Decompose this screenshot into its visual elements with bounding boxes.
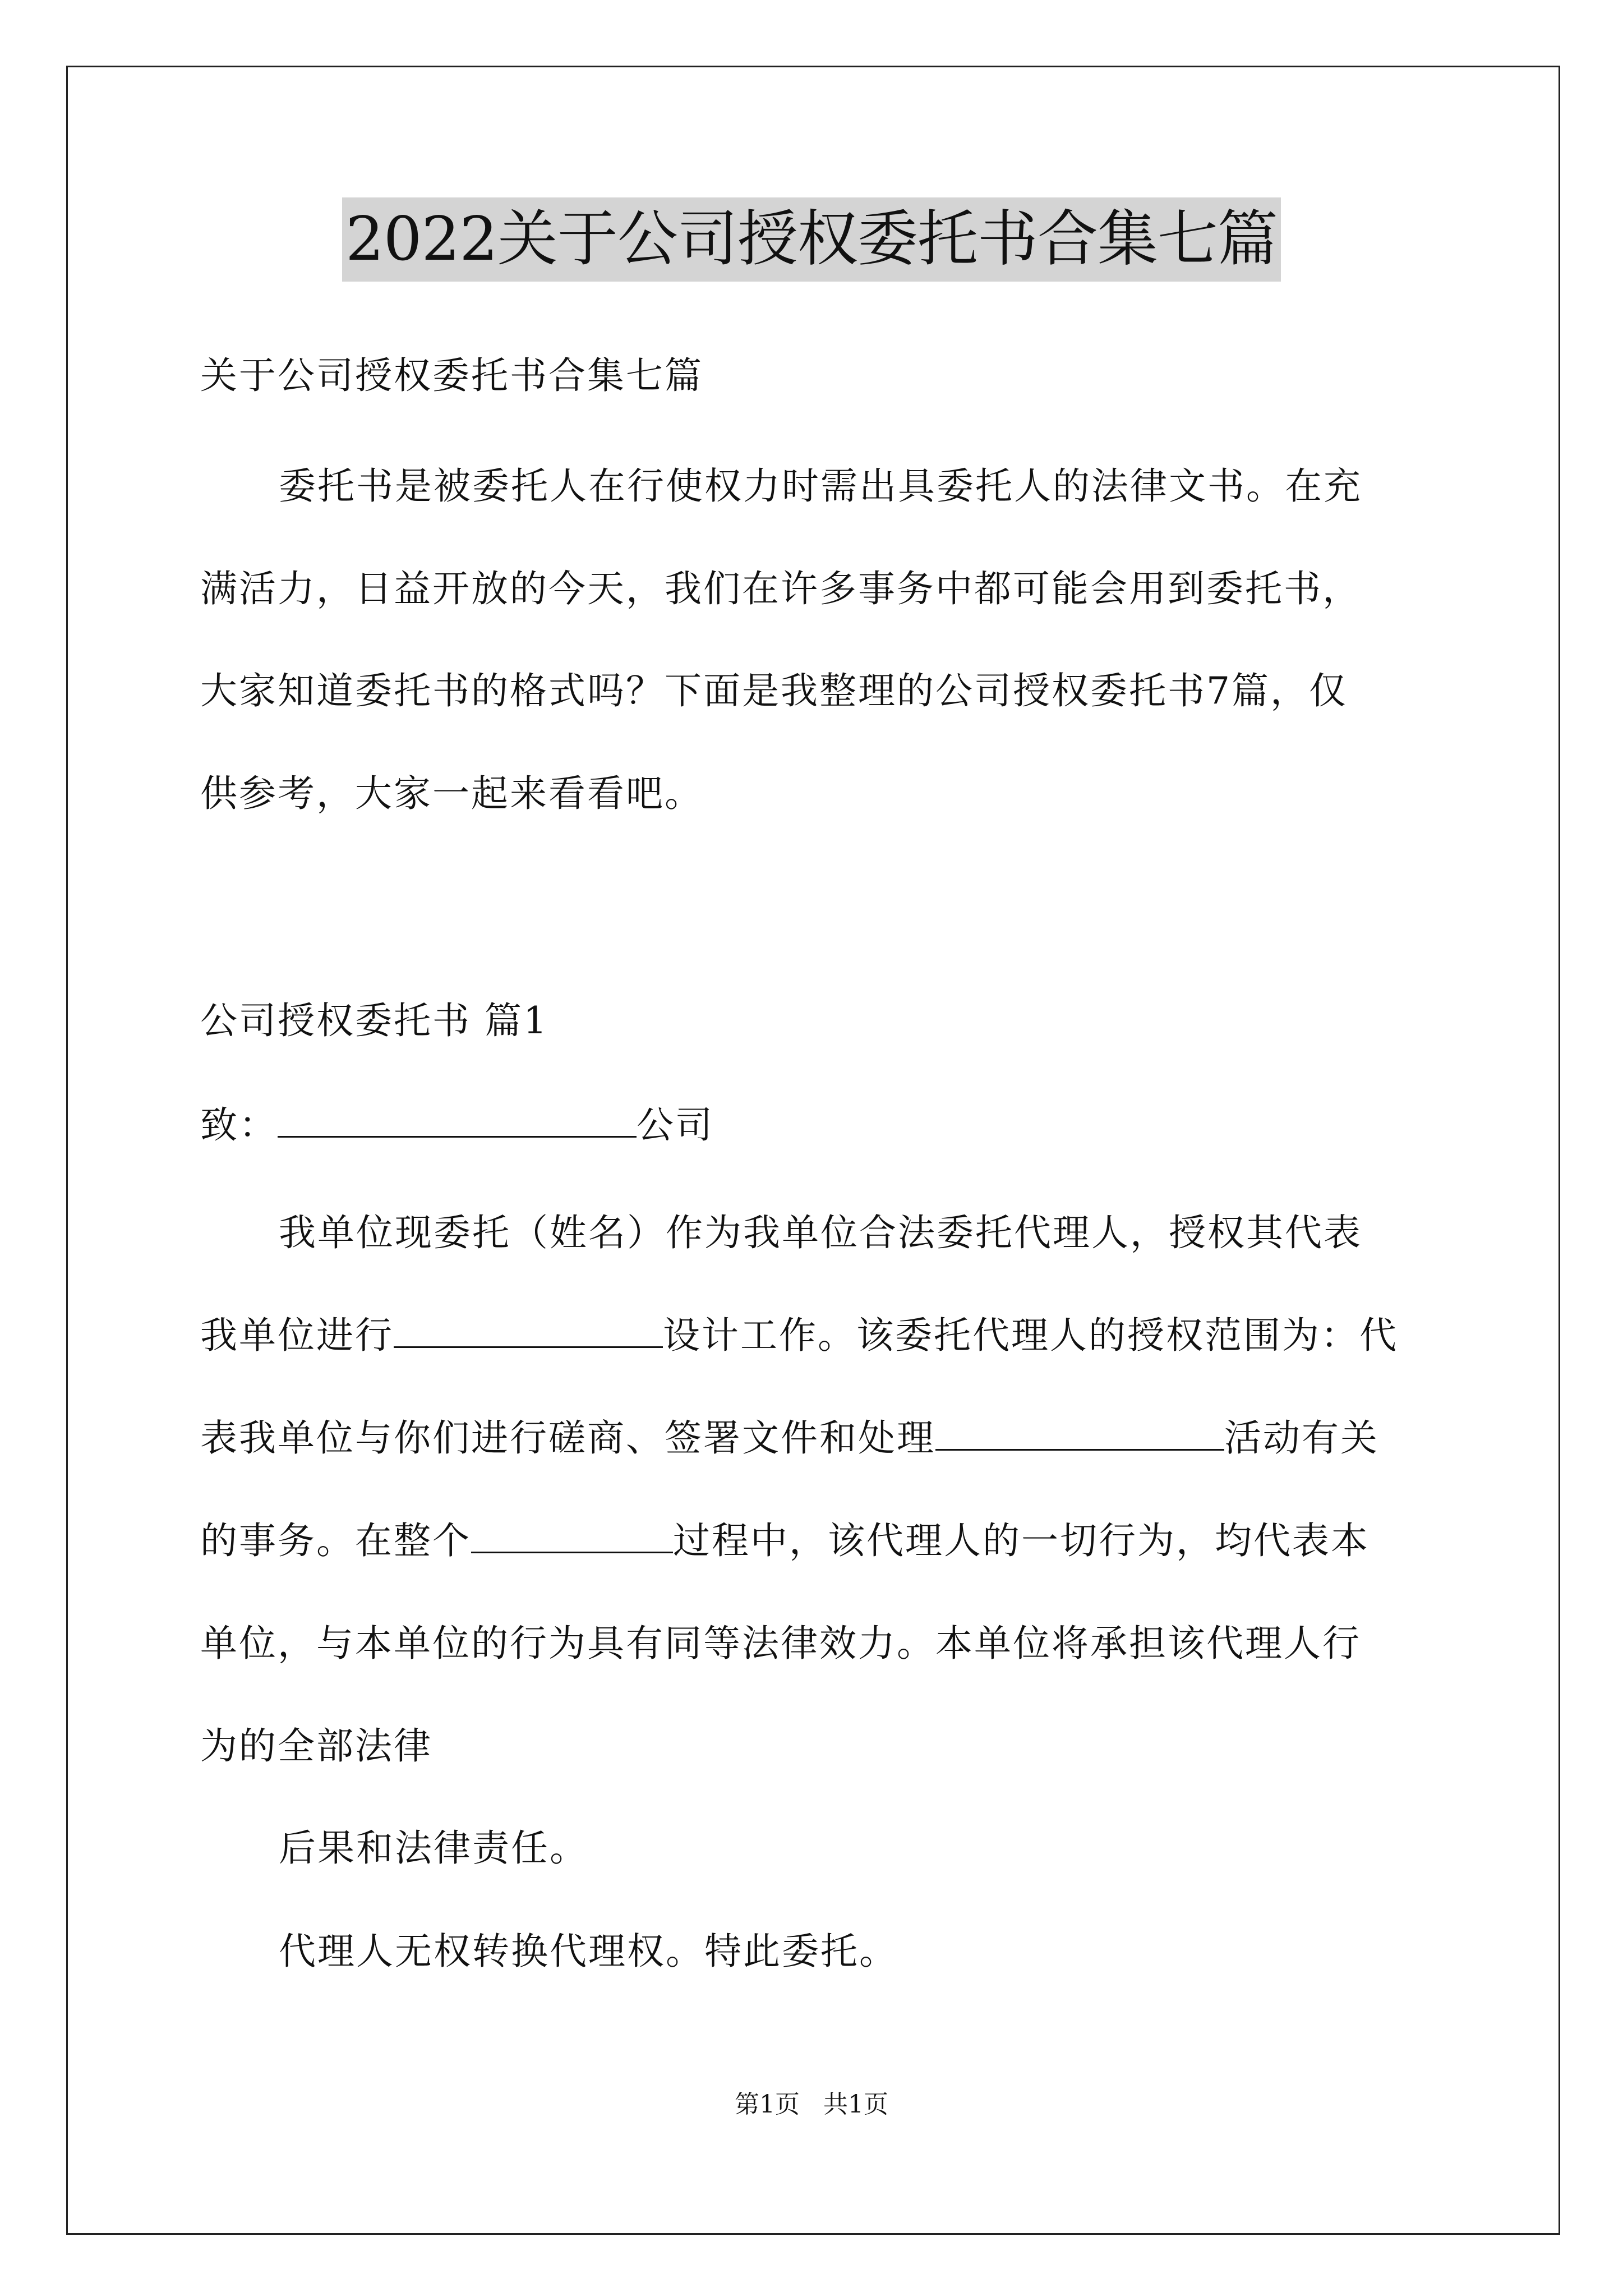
intro-line-1: 委托书是被委托人在行使权力时需出具委托人的法律文书。在充	[279, 464, 1362, 508]
project-blank-3	[471, 1517, 673, 1553]
body-line-2	[200, 1310, 1398, 1361]
body-line-4	[200, 1516, 1370, 1566]
document-subtitle: 关于公司授权委托书合集七篇	[200, 354, 703, 397]
body-line-1: 我单位现委托（姓名）作为我单位合法委托代理人，授权其代表	[279, 1211, 1362, 1254]
addressee-prefix: 致：	[200, 1103, 278, 1147]
body-line-2-b: 设计工作。该委托代理人的授权范围为：代	[663, 1314, 1398, 1357]
project-blank-2	[935, 1414, 1224, 1451]
body-line-8: 代理人无权转换代理权。特此委托。	[279, 1930, 898, 1973]
body-line-5: 单位，与本单位的行为具有同等法律效力。本单位将承担该代理人行	[200, 1622, 1361, 1665]
company-name-blank	[278, 1101, 637, 1138]
body-line-2-a: 我单位进行	[200, 1314, 394, 1357]
page-footer: 第1页 共1页	[735, 2090, 888, 2119]
project-blank-1	[394, 1312, 663, 1348]
document-title: 2022关于公司授权委托书合集七篇	[342, 197, 1281, 282]
body-line-7: 后果和法律责任。	[279, 1826, 588, 1870]
intro-line-2: 满活力，日益开放的今天，我们在许多事务中都可能会用到委托书，	[200, 567, 1361, 610]
section-heading: 公司授权委托书 篇1	[200, 999, 548, 1042]
body-line-3-a: 表我单位与你们进行磋商、签署文件和处理	[200, 1416, 935, 1460]
body-line-3-b: 活动有关	[1224, 1416, 1379, 1460]
body-line-4-a: 的事务。在整个	[200, 1519, 471, 1562]
addressee-line	[200, 1100, 714, 1151]
intro-line-4: 供参考，大家一起来看看吧。	[200, 772, 703, 815]
title-wrap	[0, 197, 1623, 282]
intro-line-3: 大家知道委托书的格式吗？下面是我整理的公司授权委托书7篇，仅	[200, 669, 1348, 712]
body-line-3	[200, 1413, 1379, 1464]
body-line-6: 为的全部法律	[200, 1724, 432, 1768]
addressee-suffix: 公司	[637, 1103, 714, 1147]
body-line-4-b: 过程中，该代理人的一切行为，均代表本	[673, 1519, 1370, 1562]
